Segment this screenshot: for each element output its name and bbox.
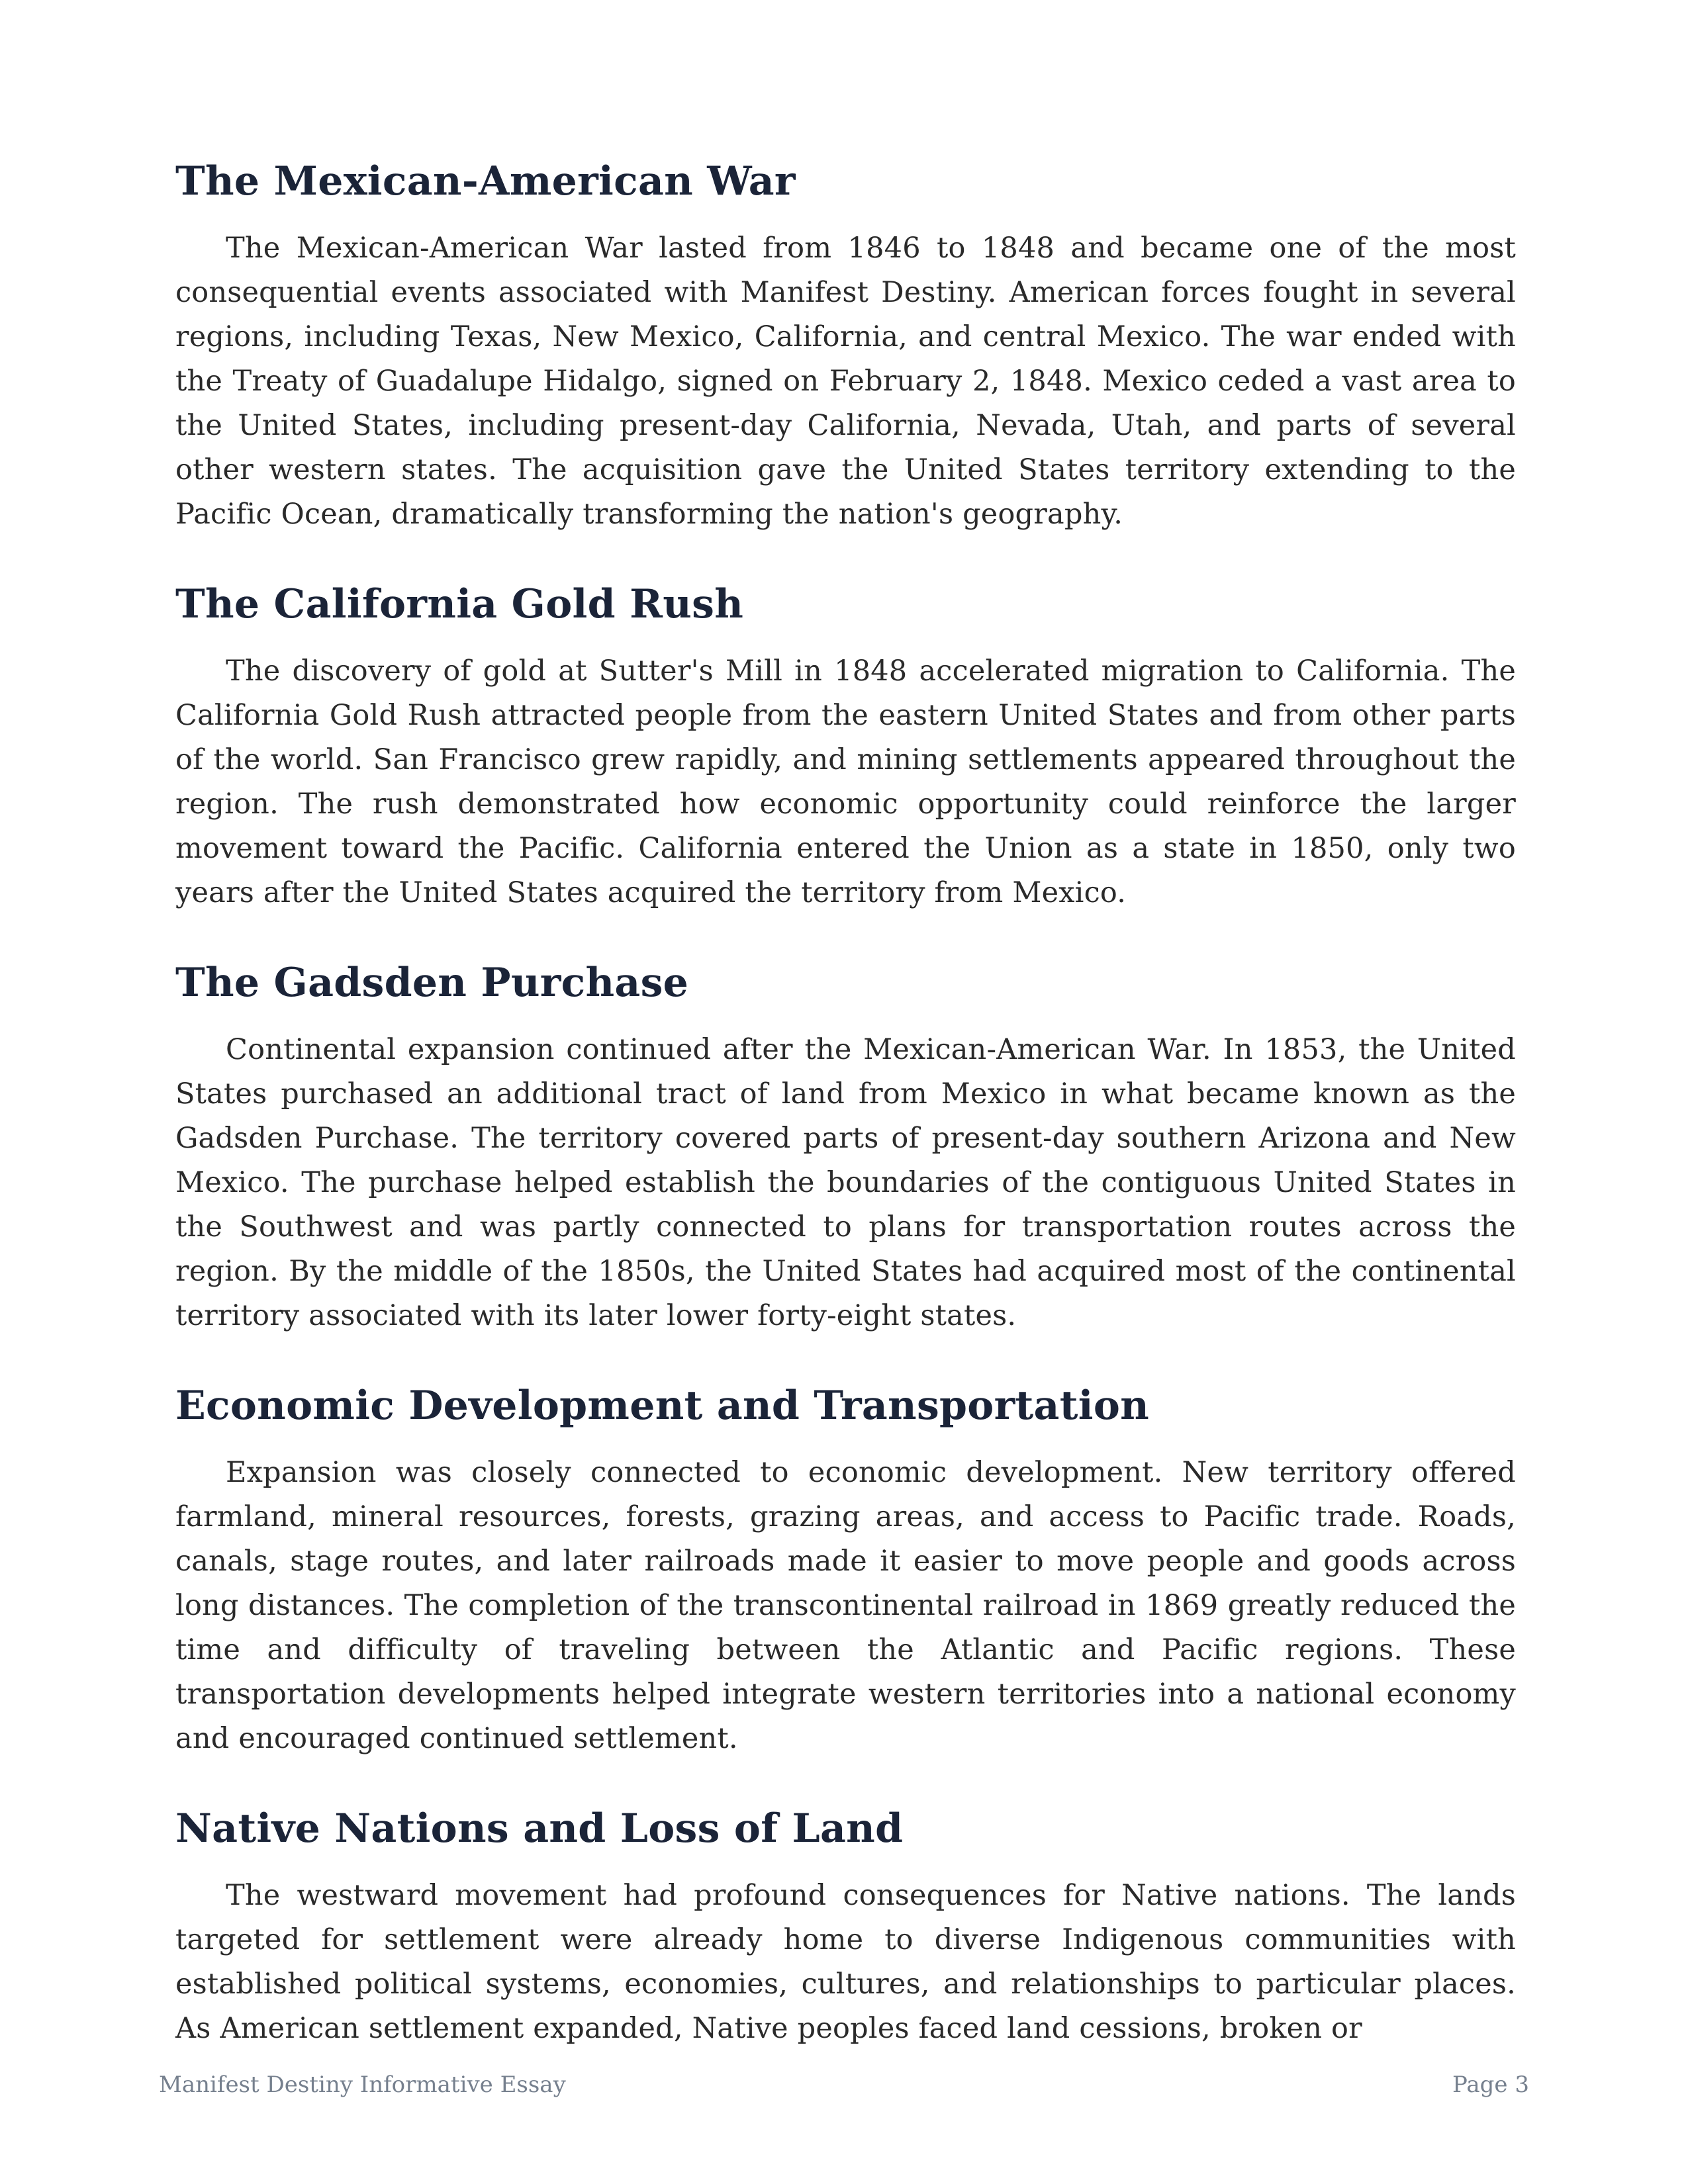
section-paragraph: Continental expansion continued after the Mexican-American War. In 1853, the United States purchased an additional tract of land from Mexico in what became known as the Gadsden Purchase. The territory covered parts of present-day southern Arizona and New Mexico. The purchase helped establish the boundaries of the contiguous United States in the Southwest and was partly connected to plans for transportation routes across the region. By the middle of the 1850s, the United States had acquired most of the continental territory associated with its later lower forty-eight states.	[175, 1033, 1516, 1332]
section-mexican-american-war	[175, 151, 1516, 537]
footer-page-number: Page 3	[1452, 2071, 1529, 2098]
section-heading: Economic Development and Transportation	[175, 1383, 1150, 1429]
section-heading: The Mexican-American War	[175, 158, 796, 205]
section-heading: The Gadsden Purchase	[175, 960, 689, 1006]
section-paragraph: The Mexican-American War lasted from 1846 to 1848 and became one of the most consequential events associated with Manifest Destiny. American forces fought in several regions, including Texas, New Mexico, California, and central Mexico. The war ended with the Treaty of Guadalupe Hidalgo, signed on February 2, 1848. Mexico ceded a vast area to the United States, including present-day California, Nevada, Utah, and parts of several other western states. The acquisition gave the United States territory extending to the Pacific Ocean, dramatically transforming the nation's geography.	[175, 232, 1516, 531]
footer-document-title: Manifest Destiny Informative Essay	[159, 2071, 566, 2098]
section-native-nations	[175, 1798, 1516, 2051]
section-california-gold-rush	[175, 574, 1516, 915]
section-economic-development	[175, 1375, 1516, 1761]
section-paragraph: The westward movement had profound consequences for Native nations. The lands targeted for settlement were already home to diverse Indigenous communities with established political systems, economies, cultures, and relationships to particular places. As American settlement expanded, Native peoples faced land cessions, broken or	[175, 1879, 1516, 2045]
section-paragraph: Expansion was closely connected to economic development. New territory offered farmland, mineral resources, forests, grazing areas, and access to Pacific trade. Roads, canals, stage routes, and later railroads made it easier to move people and goods across long distances. The completion of the transcontinental railroad in 1869 greatly reduced the time and difficulty of traveling between the Atlantic and Pacific regions. These transportation developments helped integrate western territories into a national economy and encouraged continued settlement.	[175, 1456, 1516, 1755]
section-heading: The California Gold Rush	[175, 581, 744, 627]
document-body	[175, 151, 1516, 2051]
section-paragraph: The discovery of gold at Sutter's Mill in 1848 accelerated migration to California. The California Gold Rush attracted people from the eastern United States and from other parts of the world. San Francisco grew rapidly, and mining settlements appeared throughout the region. The rush demonstrated how economic opportunity could reinforce the larger movement toward the Pacific. California entered the Union as a state in 1850, only two years after the United States acquired the territory from Mexico.	[175, 655, 1516, 909]
section-gadsden-purchase	[175, 952, 1516, 1338]
section-heading: Native Nations and Loss of Land	[175, 1805, 904, 1852]
